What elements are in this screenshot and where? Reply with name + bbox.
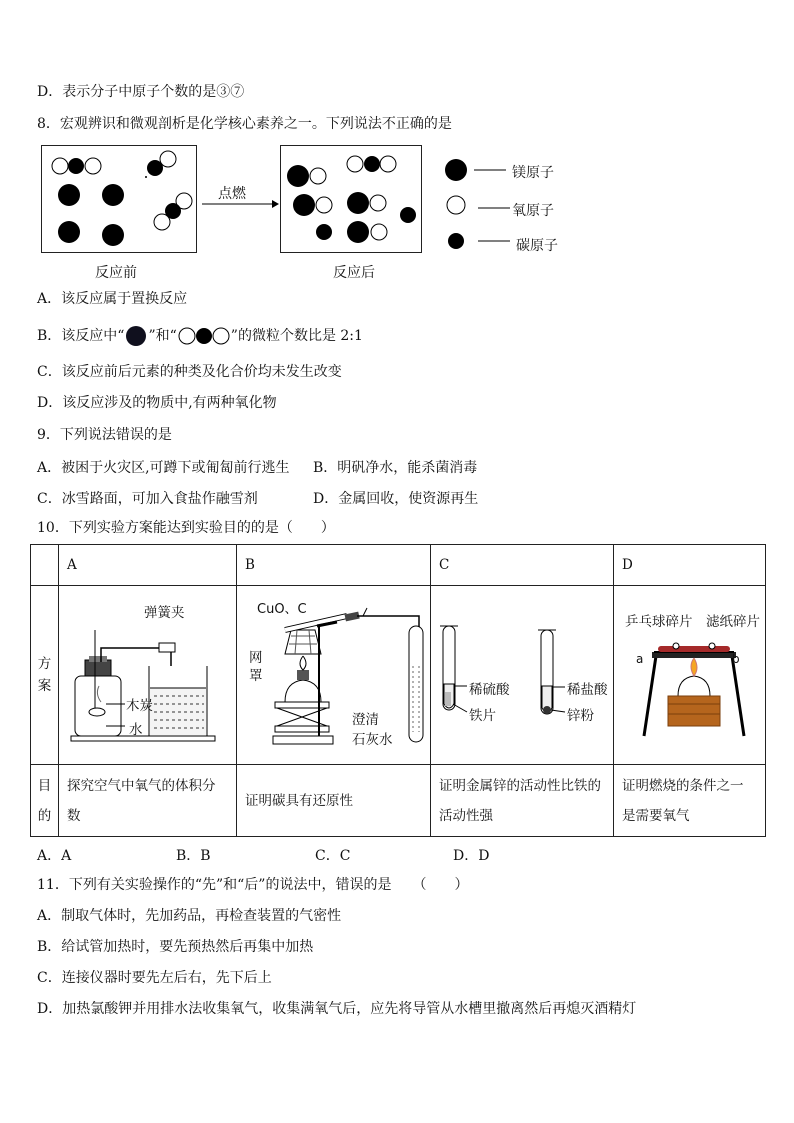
magnesium-atom [347, 192, 369, 214]
reaction-arrow-icon [200, 197, 280, 211]
oxygen-atom [316, 197, 332, 213]
scheme-c [431, 586, 614, 765]
scheme-label-2: 案 [37, 678, 52, 694]
oxygen-atom [347, 156, 363, 172]
before-box [41, 145, 197, 253]
header-blank [31, 545, 59, 586]
magnesium-atom [102, 224, 124, 246]
label-charcoal: 木炭 [126, 698, 153, 714]
label-dilute-sulfuric: 稀硫酸 [469, 682, 510, 698]
oxygen-atom [85, 158, 101, 174]
q8-stem: 8．宏观辨识和微观剖析是化学核心素养之一。下列说法不正确的是 [37, 116, 452, 132]
label-cuo-c: CuO、C [257, 602, 307, 617]
purpose-c-line-2: 活动性强 [439, 807, 493, 824]
magnesium-atom [102, 184, 124, 206]
q10-option-c: C．C [315, 848, 351, 864]
magnesium-atom-icon [124, 326, 148, 346]
label-water: 水 [129, 722, 143, 738]
q8-option-b-pre: B．该反应中“ [37, 328, 125, 344]
scheme-label [31, 586, 59, 765]
q8-option-b [37, 326, 363, 346]
q7-option-d: D．表示分子中原子个数的是③⑦ [37, 84, 245, 100]
purpose-label [31, 765, 59, 837]
q10-option-b: B．B [176, 848, 211, 864]
label-limewater-2: 石灰水 [352, 732, 393, 748]
table-header-row [31, 545, 766, 586]
header-c: C [431, 545, 614, 586]
purpose-b [237, 765, 431, 837]
label-a: a [636, 652, 644, 666]
dot [145, 176, 147, 178]
purpose-a-line-1: 探究空气中氧气的体积分 [67, 777, 216, 794]
apparatus-c-diagram [431, 586, 614, 764]
magnesium-atom [58, 184, 80, 206]
carbon-atom [400, 207, 416, 223]
oxygen-atom [52, 158, 68, 174]
oxygen-atom [160, 151, 176, 167]
q9-option-b: B．明矾净水，能杀菌消毒 [313, 460, 478, 476]
label-zinc-powder: 锌粉 [567, 708, 594, 724]
q9-option-d: D．金属回收，使资源再生 [313, 491, 479, 507]
header-d: D [614, 545, 766, 586]
purpose-c-line-1: 证明金属锌的活动性比铁的 [439, 777, 601, 794]
oxygen-atom [371, 224, 387, 240]
magnesium-atom [347, 221, 369, 243]
q10-option-d: D．D [453, 848, 490, 864]
label-filter-paper: 滤纸碎片 [706, 614, 760, 630]
purpose-label-1: 目 [37, 777, 52, 794]
magnesium-legend-icon [445, 159, 467, 181]
before-label: 反应前 [95, 265, 137, 281]
scheme-row [31, 586, 766, 765]
q8-option-d: D．该反应涉及的物质中,有两种氧化物 [37, 395, 277, 411]
header-a: A [59, 545, 237, 586]
purpose-d [614, 765, 766, 837]
legend-oxygen: 氧原子 [512, 203, 554, 219]
q8-option-b-post: ”的微粒个数比是 2:1 [230, 328, 363, 344]
oxygen-atom [154, 214, 170, 230]
magnesium-atom [68, 158, 84, 174]
after-box [280, 145, 422, 253]
purpose-a [59, 765, 237, 837]
label-dilute-hydrochloric: 稀盐酸 [567, 682, 608, 698]
purpose-row [31, 765, 766, 837]
co2-molecule-icon [177, 326, 231, 346]
q10-option-a: A．A [37, 848, 72, 864]
label-clamp: 弹簧夹 [144, 605, 185, 621]
carbon-legend-icon [448, 233, 464, 249]
purpose-d-line-1: 证明燃烧的条件之一 [622, 777, 744, 794]
q8-option-b-mid: ”和“ [148, 328, 177, 344]
scheme-b [237, 586, 431, 765]
after-particles [281, 146, 421, 252]
q8-option-c: C．该反应前后元素的种类及化合价均未发生改变 [37, 364, 342, 380]
purpose-d-line-2: 是需要氧气 [622, 807, 690, 824]
purpose-label-2: 的 [37, 807, 52, 824]
q9-stem: 9．下列说法错误的是 [37, 427, 172, 443]
scheme-label-1: 方 [37, 656, 52, 672]
q10-stem: 10．下列实验方案能达到实验目的的是（ ） [37, 520, 335, 536]
label-limewater-1: 澄清 [352, 712, 379, 728]
oxygen-atom [310, 168, 326, 184]
purpose-a-line-2: 数 [67, 807, 81, 824]
magnesium-atom [58, 221, 80, 243]
label-b: b [732, 652, 740, 666]
purpose-b-line-1: 证明碳具有还原性 [245, 792, 353, 809]
label-mesh-2: 罩 [249, 668, 263, 684]
q8-option-a: A．该反应属于置换反应 [37, 291, 188, 307]
q11-stem: 11．下列有关实验操作的“先”和“后”的说法中，错误的是 （ ） [37, 877, 469, 893]
after-label: 反应后 [333, 265, 375, 281]
oxygen-legend-icon [447, 196, 465, 214]
purpose-c [431, 765, 614, 837]
oxygen-atom [370, 195, 386, 211]
before-particles [42, 146, 196, 252]
arrow-label: 点燃 [218, 186, 246, 202]
magnesium-atom [293, 194, 315, 216]
legend-magnesium: 镁原子 [512, 165, 554, 181]
oxygen-atom [380, 156, 396, 172]
q9-option-a: A．被困于火灾区,可蹲下或匍匐前行逃生 [37, 460, 290, 476]
scheme-a [59, 586, 237, 765]
legend-carbon: 碳原子 [516, 238, 558, 254]
legend-symbols [440, 155, 510, 255]
carbon-atom [316, 224, 332, 240]
q11-option-c: C．连接仪器时要先左后右，先下后上 [37, 970, 272, 986]
label-mesh-1: 网 [249, 650, 263, 666]
q11-option-a: A．制取气体时，先加药品，再检查装置的气密性 [37, 908, 342, 924]
experiment-table [30, 544, 766, 837]
header-b: B [237, 545, 431, 586]
q9-option-c: C．冰雪路面，可加入食盐作融雪剂 [37, 491, 258, 507]
q11-option-b: B．给试管加热时，要先预热然后再集中加热 [37, 939, 314, 955]
label-pingpong: 乒乓球碎片 [625, 614, 693, 630]
label-iron-sheet: 铁片 [469, 708, 496, 724]
q11-option-d: D．加热氯酸钾并用排水法收集氧气，收集满氧气后，应先将导管从水槽里撤离然后再熄灭酒精灯 [37, 1001, 637, 1017]
magnesium-atom [364, 156, 380, 172]
magnesium-atom [287, 165, 309, 187]
scheme-d [614, 586, 766, 765]
